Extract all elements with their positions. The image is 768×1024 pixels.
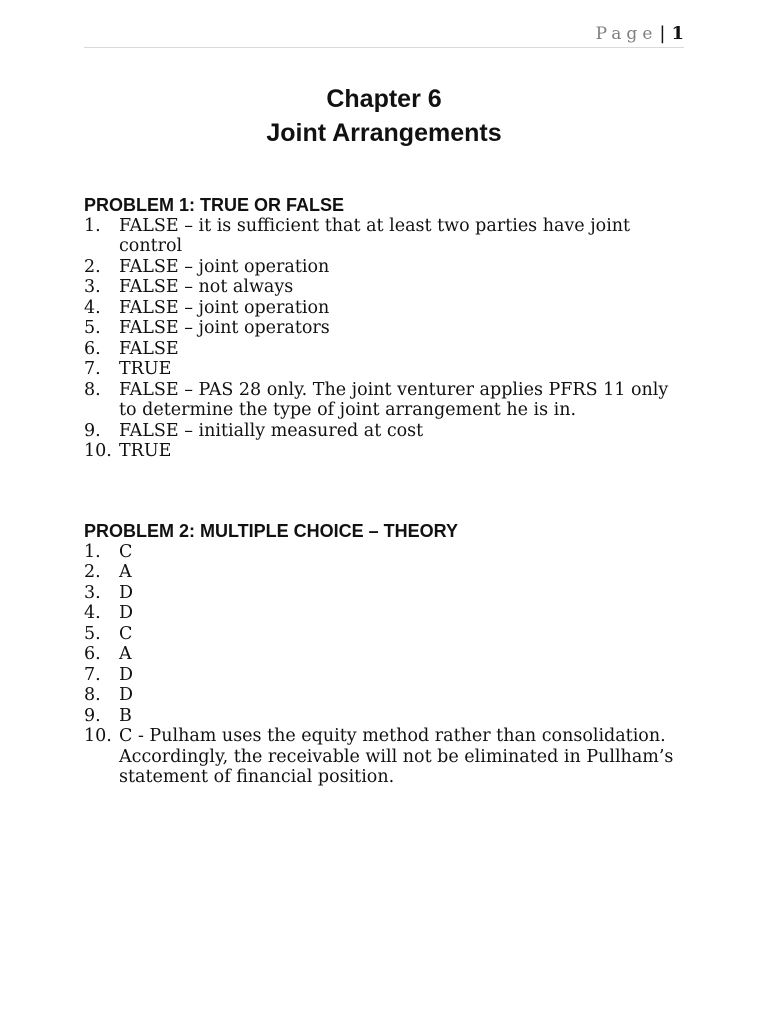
- list-item: [84, 216, 684, 257]
- item-text: FALSE – PAS 28 only. The joint venturer applies PFRS 11 only to determine the type of joint arrangement he is in.: [119, 379, 669, 420]
- list-item: [84, 257, 684, 278]
- problem-1-heading: PROBLEM 1: TRUE OR FALSE: [84, 195, 345, 215]
- item-text: FALSE: [119, 338, 179, 359]
- item-number: 2.: [84, 256, 101, 277]
- list-item: [84, 706, 684, 727]
- item-number: 3.: [84, 582, 101, 603]
- item-text: FALSE – joint operation: [119, 256, 330, 277]
- item-number: 4.: [84, 603, 101, 623]
- list-item: [84, 665, 684, 686]
- problem-2-section: [84, 521, 684, 788]
- list-item: [84, 359, 684, 380]
- problem-1-list: [84, 216, 684, 462]
- list-item: [84, 339, 684, 360]
- page-number: 1: [671, 23, 684, 44]
- item-text: B: [119, 705, 132, 726]
- page-separator: |: [659, 23, 666, 44]
- item-number: 1.: [84, 541, 101, 562]
- item-text: D: [119, 685, 134, 705]
- item-text: C: [119, 541, 133, 562]
- item-number: 10.: [84, 726, 112, 746]
- item-text: A: [119, 644, 132, 664]
- title-block: [0, 82, 768, 150]
- item-text: C - Pulham uses the equity method rather than consolidation. Accordingly, the receivable will not be eliminated in Pullham’s statement of financial position.: [119, 726, 674, 787]
- problem-1-section: [84, 195, 684, 462]
- item-number: 8.: [84, 379, 101, 400]
- list-item: [84, 644, 684, 665]
- item-text: TRUE: [119, 359, 172, 379]
- item-number: 6.: [84, 644, 101, 664]
- list-item: [84, 726, 684, 788]
- item-number: 9.: [84, 420, 101, 441]
- list-item: [84, 421, 684, 442]
- list-item: [84, 562, 684, 583]
- list-item: [84, 583, 684, 604]
- item-text: C: [119, 623, 133, 644]
- item-text: FALSE – it is sufficient that at least two parties have joint control: [119, 215, 631, 256]
- page-header: [84, 20, 684, 48]
- list-item: [84, 277, 684, 298]
- item-text: D: [119, 603, 134, 623]
- list-item: [84, 380, 684, 421]
- list-item: [84, 603, 684, 624]
- chapter-title: Chapter 6: [326, 85, 442, 113]
- item-text: FALSE – not always: [119, 277, 294, 297]
- item-text: FALSE – initially measured at cost: [119, 420, 424, 441]
- item-text: D: [119, 582, 134, 603]
- page-label: Page: [595, 23, 658, 44]
- item-number: 5.: [84, 318, 101, 338]
- item-number: 5.: [84, 623, 101, 644]
- list-item: [84, 542, 684, 563]
- item-number: 6.: [84, 338, 101, 359]
- item-text: A: [119, 562, 132, 582]
- item-number: 8.: [84, 685, 101, 705]
- problem-2-list: [84, 542, 684, 788]
- list-item: [84, 624, 684, 645]
- item-text: FALSE – joint operators: [119, 318, 330, 338]
- item-text: FALSE – joint operation: [119, 297, 330, 318]
- list-item: [84, 298, 684, 319]
- item-number: 2.: [84, 562, 101, 582]
- item-number: 4.: [84, 297, 101, 318]
- item-number: 1.: [84, 215, 101, 236]
- item-number: 7.: [84, 664, 101, 685]
- item-text: TRUE: [119, 441, 172, 461]
- item-number: 7.: [84, 359, 101, 379]
- chapter-subtitle: Joint Arrangements: [266, 119, 502, 147]
- item-number: 10.: [84, 441, 112, 461]
- problem-2-heading: PROBLEM 2: MULTIPLE CHOICE – THEORY: [84, 521, 459, 541]
- item-number: 9.: [84, 705, 101, 726]
- list-item: [84, 318, 684, 339]
- list-item: [84, 441, 684, 462]
- item-number: 3.: [84, 277, 101, 297]
- item-text: D: [119, 664, 134, 685]
- list-item: [84, 685, 684, 706]
